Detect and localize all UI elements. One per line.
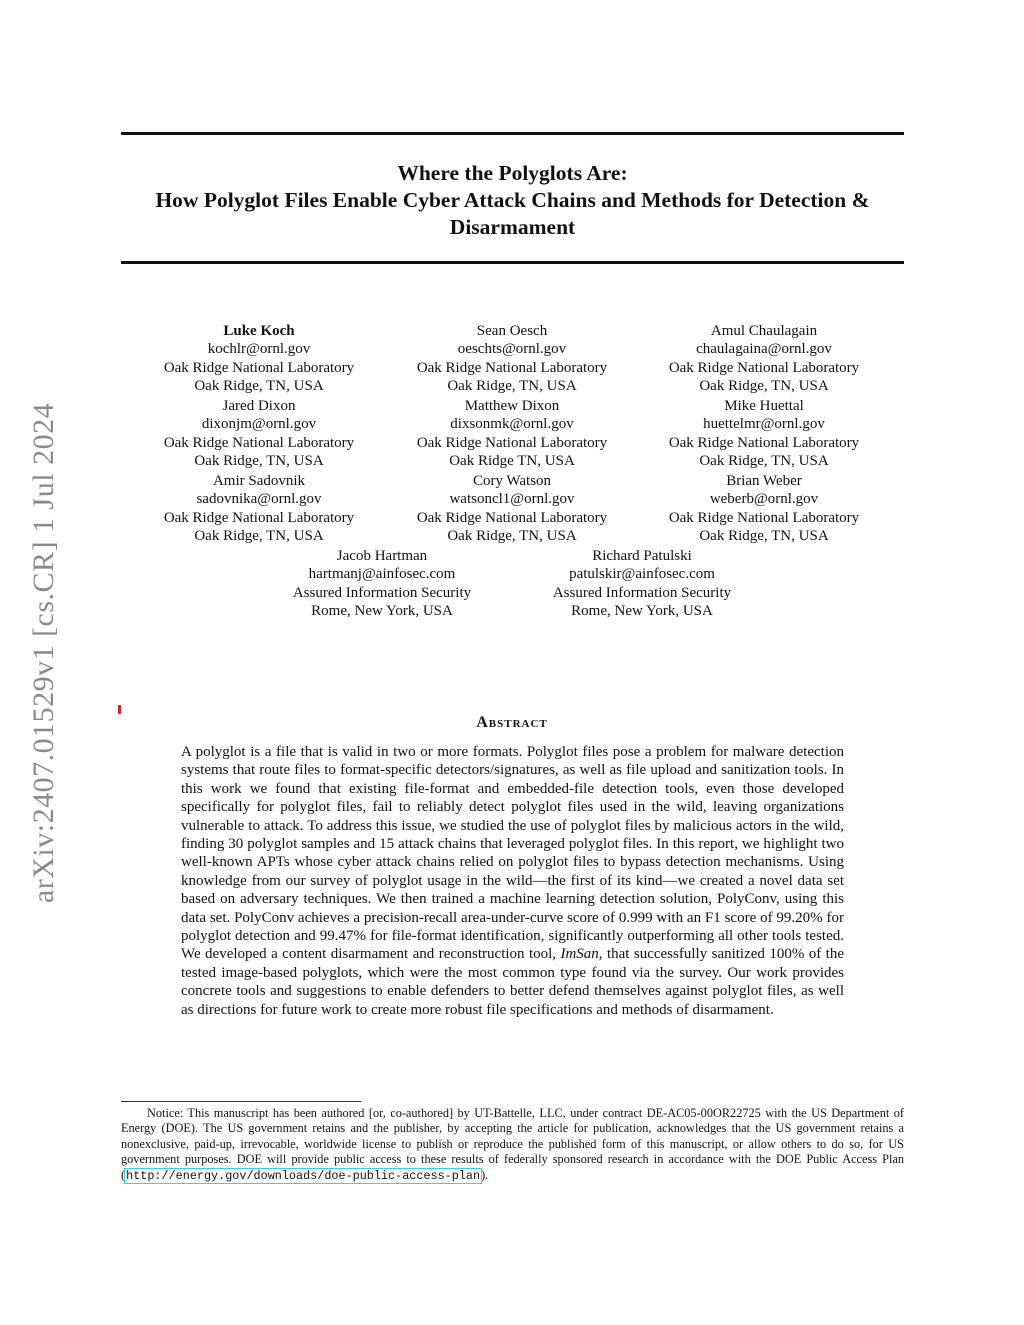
author-name: Richard Patulski — [592, 548, 692, 564]
author-card — [387, 397, 637, 470]
arxiv-id: arXiv:2407.01529v1 [cs.CR] 1 Jul 2024 — [27, 402, 60, 903]
footnote-text-part2: ). — [481, 1167, 489, 1182]
title-bottom-rule — [121, 261, 904, 264]
abstract-body — [181, 743, 844, 1019]
author-card — [134, 472, 384, 545]
abstract-text-part2: , that successfully sanitized 100% of the tested image-based polyglots, which were the most common type found via the survey. Our work provides concrete tools and suggestions to enable defenders to better defend themselves against polyglot files, as well as directions for future work to create more robust file specifications and methods of disarmament. — [181, 946, 844, 1018]
author-affiliation: Oak Ridge National Laboratory — [416, 359, 608, 376]
author-email: watsoncl1@ornl.gov — [449, 491, 575, 508]
paper-title — [110, 160, 915, 241]
author-card — [639, 397, 889, 470]
author-location: Oak Ridge, TN, USA — [699, 527, 829, 544]
author-location: Rome, New York, USA — [571, 602, 713, 619]
author-location: Oak Ridge, TN, USA — [699, 377, 829, 394]
author-name: Sean Oesch — [476, 323, 548, 339]
author-card — [639, 322, 889, 395]
author-card — [257, 547, 507, 620]
title-line-3: Disarmament — [449, 215, 576, 239]
author-row-2 — [0, 397, 1024, 473]
red-link-marker — [118, 705, 121, 714]
author-card — [517, 547, 767, 620]
author-row-4 — [0, 547, 1024, 623]
footnote-text-part1: Notice: This manuscript has been authored [or, co-authored] by UT-Battelle, LLC, under contract DE-AC05-00OR22725 with the US Department of Energy (DOE). The US government retains and the publisher, by accepting the article for publication, acknowledges that the US government retains a nonexclusive, paid-up, irrevocable, worldwide license to publish or reproduce the published form of this manuscript, or allow others to do so, for US government purposes. DOE will provide public access to these results of federally sponsored research in accordance with the DOE Public Access Plan ( — [121, 1106, 904, 1182]
author-location: Rome, New York, USA — [311, 602, 453, 619]
author-email: chaulagaina@ornl.gov — [696, 341, 832, 358]
author-card — [134, 322, 384, 395]
abstract-text-part1: A polyglot is a file that is valid in two or more formats. Polyglot files pose a problem for malware detection systems that route files to format-specific detectors/signatures, as well as file upload and sanitization tools. In this work we found that existing file-format and embedded-file detection tools, even those developed specifically for polyglot files, fail to reliably detect polyglot files used in the wild, leaving organizations vulnerable to attack. To address this issue, we studied the use of polyglot files by malicious actors in the wild, finding 30 polyglot samples and 15 attack chains that leveraged polyglot files. In this report, we highlight two well-known APTs whose cyber attack chains relied on polyglot files to bypass detection mechanisms. Using knowledge from our survey of polyglot usage in the wild—the first of its kind—we created a novel data set based on adversary techniques. We then trained a machine learning detection solution, PolyConv, using this data set. PolyConv achieves a precision-recall area-under-curve score of 0.999 with an F1 score of 99.20% for polyglot detection and 99.47% for file-format identification, significantly outperforming all other tools tested. We developed a content disarmament and reconstruction tool, — [181, 744, 844, 963]
author-email: dixonjm@ornl.gov — [201, 416, 317, 433]
author-name: Cory Watson — [472, 473, 552, 489]
footnote-notice — [121, 1106, 904, 1184]
author-name: Amir Sadovnik — [212, 473, 306, 489]
author-name: Jared Dixon — [222, 398, 296, 414]
author-card — [134, 397, 384, 470]
author-row-3 — [0, 472, 1024, 548]
author-location: Oak Ridge, TN, USA — [699, 452, 829, 469]
author-email: weberb@ornl.gov — [709, 491, 819, 508]
footnote-rule — [121, 1101, 361, 1102]
author-email: kochlr@ornl.gov — [207, 341, 311, 358]
author-email: oeschts@ornl.gov — [457, 341, 567, 358]
title-line-1: Where the Polyglots Are: — [397, 161, 628, 185]
title-top-rule — [121, 132, 904, 135]
author-location: Oak Ridge TN, USA — [449, 452, 575, 469]
author-name: Mike Huettal — [724, 398, 804, 414]
author-name: Luke Koch — [223, 323, 295, 339]
title-line-2: How Polyglot Files Enable Cyber Attack Chains and Methods for Detection & — [155, 188, 870, 212]
author-email: patulskir@ainfosec.com — [569, 566, 715, 583]
author-affiliation: Oak Ridge National Laboratory — [416, 509, 608, 526]
tool-name-imsan: ImSan — [560, 946, 599, 963]
author-card — [387, 472, 637, 545]
author-affiliation: Assured Information Security — [552, 584, 732, 601]
author-location: Oak Ridge, TN, USA — [447, 527, 577, 544]
abstract-heading-text: Abstract — [476, 714, 548, 731]
author-affiliation: Oak Ridge National Laboratory — [668, 359, 860, 376]
author-location: Oak Ridge, TN, USA — [194, 527, 324, 544]
author-location: Oak Ridge, TN, USA — [194, 377, 324, 394]
author-affiliation: Assured Information Security — [292, 584, 472, 601]
abstract-heading — [0, 714, 1024, 732]
author-email: huettelmr@ornl.gov — [703, 416, 825, 433]
doe-public-access-link[interactable]: http://energy.gov/downloads/doe-public-access-plan — [126, 1168, 481, 1183]
author-location: Oak Ridge, TN, USA — [447, 377, 577, 394]
author-affiliation: Oak Ridge National Laboratory — [163, 509, 355, 526]
author-affiliation: Oak Ridge National Laboratory — [668, 434, 860, 451]
author-name: Brian Weber — [726, 473, 802, 489]
author-row-1 — [0, 322, 1024, 398]
author-affiliation: Oak Ridge National Laboratory — [163, 359, 355, 376]
author-name: Matthew Dixon — [464, 398, 560, 414]
author-name: Jacob Hartman — [336, 548, 428, 564]
author-location: Oak Ridge, TN, USA — [194, 452, 324, 469]
author-card — [387, 322, 637, 395]
author-email: hartmanj@ainfosec.com — [308, 566, 456, 583]
author-email: sadovnika@ornl.gov — [196, 491, 322, 508]
author-name: Amul Chaulagain — [710, 323, 818, 339]
author-affiliation: Oak Ridge National Laboratory — [416, 434, 608, 451]
author-email: dixsonmk@ornl.gov — [450, 416, 574, 433]
author-affiliation: Oak Ridge National Laboratory — [163, 434, 355, 451]
author-card — [639, 472, 889, 545]
author-affiliation: Oak Ridge National Laboratory — [668, 509, 860, 526]
